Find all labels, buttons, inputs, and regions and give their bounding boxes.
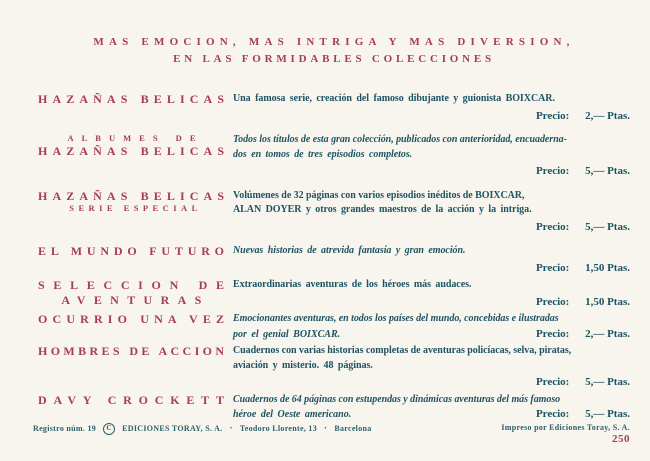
collection-info [233,312,630,342]
collection-title [38,189,233,236]
price-label: Precio: [535,376,570,388]
price-value: 2,— Ptas. [585,327,630,340]
description-line: aviación y misterio. 48 páginas. [233,359,373,371]
collection-title-line: HAZAÑAS BELICAS [38,92,230,106]
footer-left [33,422,372,435]
page-number: 250 [612,433,630,445]
price [536,327,630,342]
collection-info [233,133,630,180]
publisher-address: Teodoro Llorente, 13 [239,424,318,433]
collection-title [38,312,233,342]
collection-description [233,189,630,218]
header-line-1 [38,34,630,51]
collection-title-line: DAVY CROCKETT [38,392,231,407]
price [536,407,630,422]
price [536,221,630,233]
collections-list [38,92,630,423]
price-line [233,109,630,125]
collection-title-line: AVENTURAS [61,292,210,307]
collection-title [38,92,233,124]
logo-letter: C [106,424,112,432]
catalog-row [38,312,630,342]
price-label: Precio: [535,109,570,122]
collection-title-line: HOMBRES DE ACCION [38,344,228,358]
price-label: Precio: [535,220,570,233]
collection-title-line: ALBUMES DE [67,133,204,143]
price-value: 5,— Ptas. [585,376,630,388]
collection-description [233,393,630,408]
price-label: Precio: [535,408,570,420]
publisher-city: Barcelona [334,424,372,433]
price-line [233,327,630,343]
collection-title [38,393,233,423]
collection-description [233,92,630,107]
description-line: Emocionantes aventuras, en todos los países del mundo, concebidas e ilustradas [233,313,559,324]
collection-title [38,278,233,310]
header-line-1-text: MAS EMOCION, MAS INTRIGA Y MAS DIVERSION, [93,36,575,48]
collection-description [233,133,630,162]
collection-info [233,278,630,310]
page-footer [33,422,630,445]
registry-number: Registro núm. 19 [33,424,97,433]
collection-info [233,189,630,236]
catalog-row [38,278,630,310]
separator-dot-icon: · [324,423,328,433]
header-line-2 [38,51,630,68]
collection-info [233,244,630,276]
collection-title-line: SELECCION DE [38,278,233,292]
catalog-row [38,393,630,423]
price-line [233,375,630,391]
catalog-row [38,92,630,124]
description-line: ALAN DOYER y otros grandes maestros de la acción y la intriga. [233,204,532,215]
header-line-2-text: EN LAS FORMIDABLES COLECCIONES [173,53,495,65]
catalog-row [38,133,630,180]
price [536,296,630,308]
price [536,262,630,274]
collection-title-line: HAZAÑAS BELICAS [38,188,230,203]
price [536,376,630,388]
price-line [233,407,630,423]
price [536,110,630,122]
description-line: Nuevas historias de atrevida fantasía y gran emoción. [233,245,466,256]
collection-info [233,344,630,391]
description-line: dos en tomos de tres episodios completos. [233,148,413,160]
separator-dot-icon: · [229,423,233,433]
collection-title-line: HAZAÑAS BELICAS [38,144,230,158]
printed-by: Impreso por Ediciones Toray, S. A. [501,423,630,432]
collection-title [38,133,233,180]
collection-description [233,344,630,373]
collection-title-line: SERIE ESPECIAL [69,203,202,213]
description-line: Cuadernos con varias historias completas de aventuras policíacas, selva, piratas, [233,345,572,356]
catalog-row [38,344,630,391]
price-line [233,164,630,180]
description-line: Todos los títulos de esta gran colección, publicados con anterioridad, encuaderna- [233,134,567,145]
price-label: Precio: [535,295,570,308]
catalog-row [38,244,630,276]
price-line [233,295,630,311]
price-line [233,220,630,236]
price-label: Precio: [535,261,570,274]
collection-info [233,92,630,124]
collection-title [38,344,233,391]
price-label: Precio: [535,165,570,177]
page-header [38,34,630,68]
collection-info [233,393,630,423]
description-line: Volúmenes de 32 páginas con varios episodios inéditos de BOIXCAR, [233,189,525,201]
collection-description [233,244,630,259]
copyright-circle-icon [103,423,115,435]
collection-title [38,244,233,276]
price [536,165,630,177]
price-label: Precio: [535,327,570,340]
description-tail: por el genial BOIXCAR. [233,328,341,340]
collection-description [233,278,630,293]
description-tail: héroe del Oeste americano. [233,409,352,420]
price-value: 1,50 Ptas. [585,295,630,308]
collection-title-line: OCURRIO UNA VEZ [38,312,230,326]
publisher-name: EDICIONES TORAY, S. A. [122,424,223,433]
price-value: 5,— Ptas. [585,165,630,177]
price-value: 2,— Ptas. [585,109,630,122]
description-line: Cuadernos de 64 páginas con estupendas y dinámicas aventuras del más famoso [233,393,561,405]
description-line: Una famosa serie, creación del famoso dibujante y guionista BOIXCAR. [233,93,555,104]
catalog-row [38,189,630,236]
footer-right [501,422,630,445]
description-line: Extraordinarias aventuras de los héroes más audaces. [233,279,472,290]
price-line [233,261,630,277]
collection-description [233,312,630,327]
collection-title-line: EL MUNDO FUTURO [38,244,229,258]
price-value: 1,50 Ptas. [585,261,630,274]
price-value: 5,— Ptas. [585,408,630,420]
price-value: 5,— Ptas. [585,220,630,233]
